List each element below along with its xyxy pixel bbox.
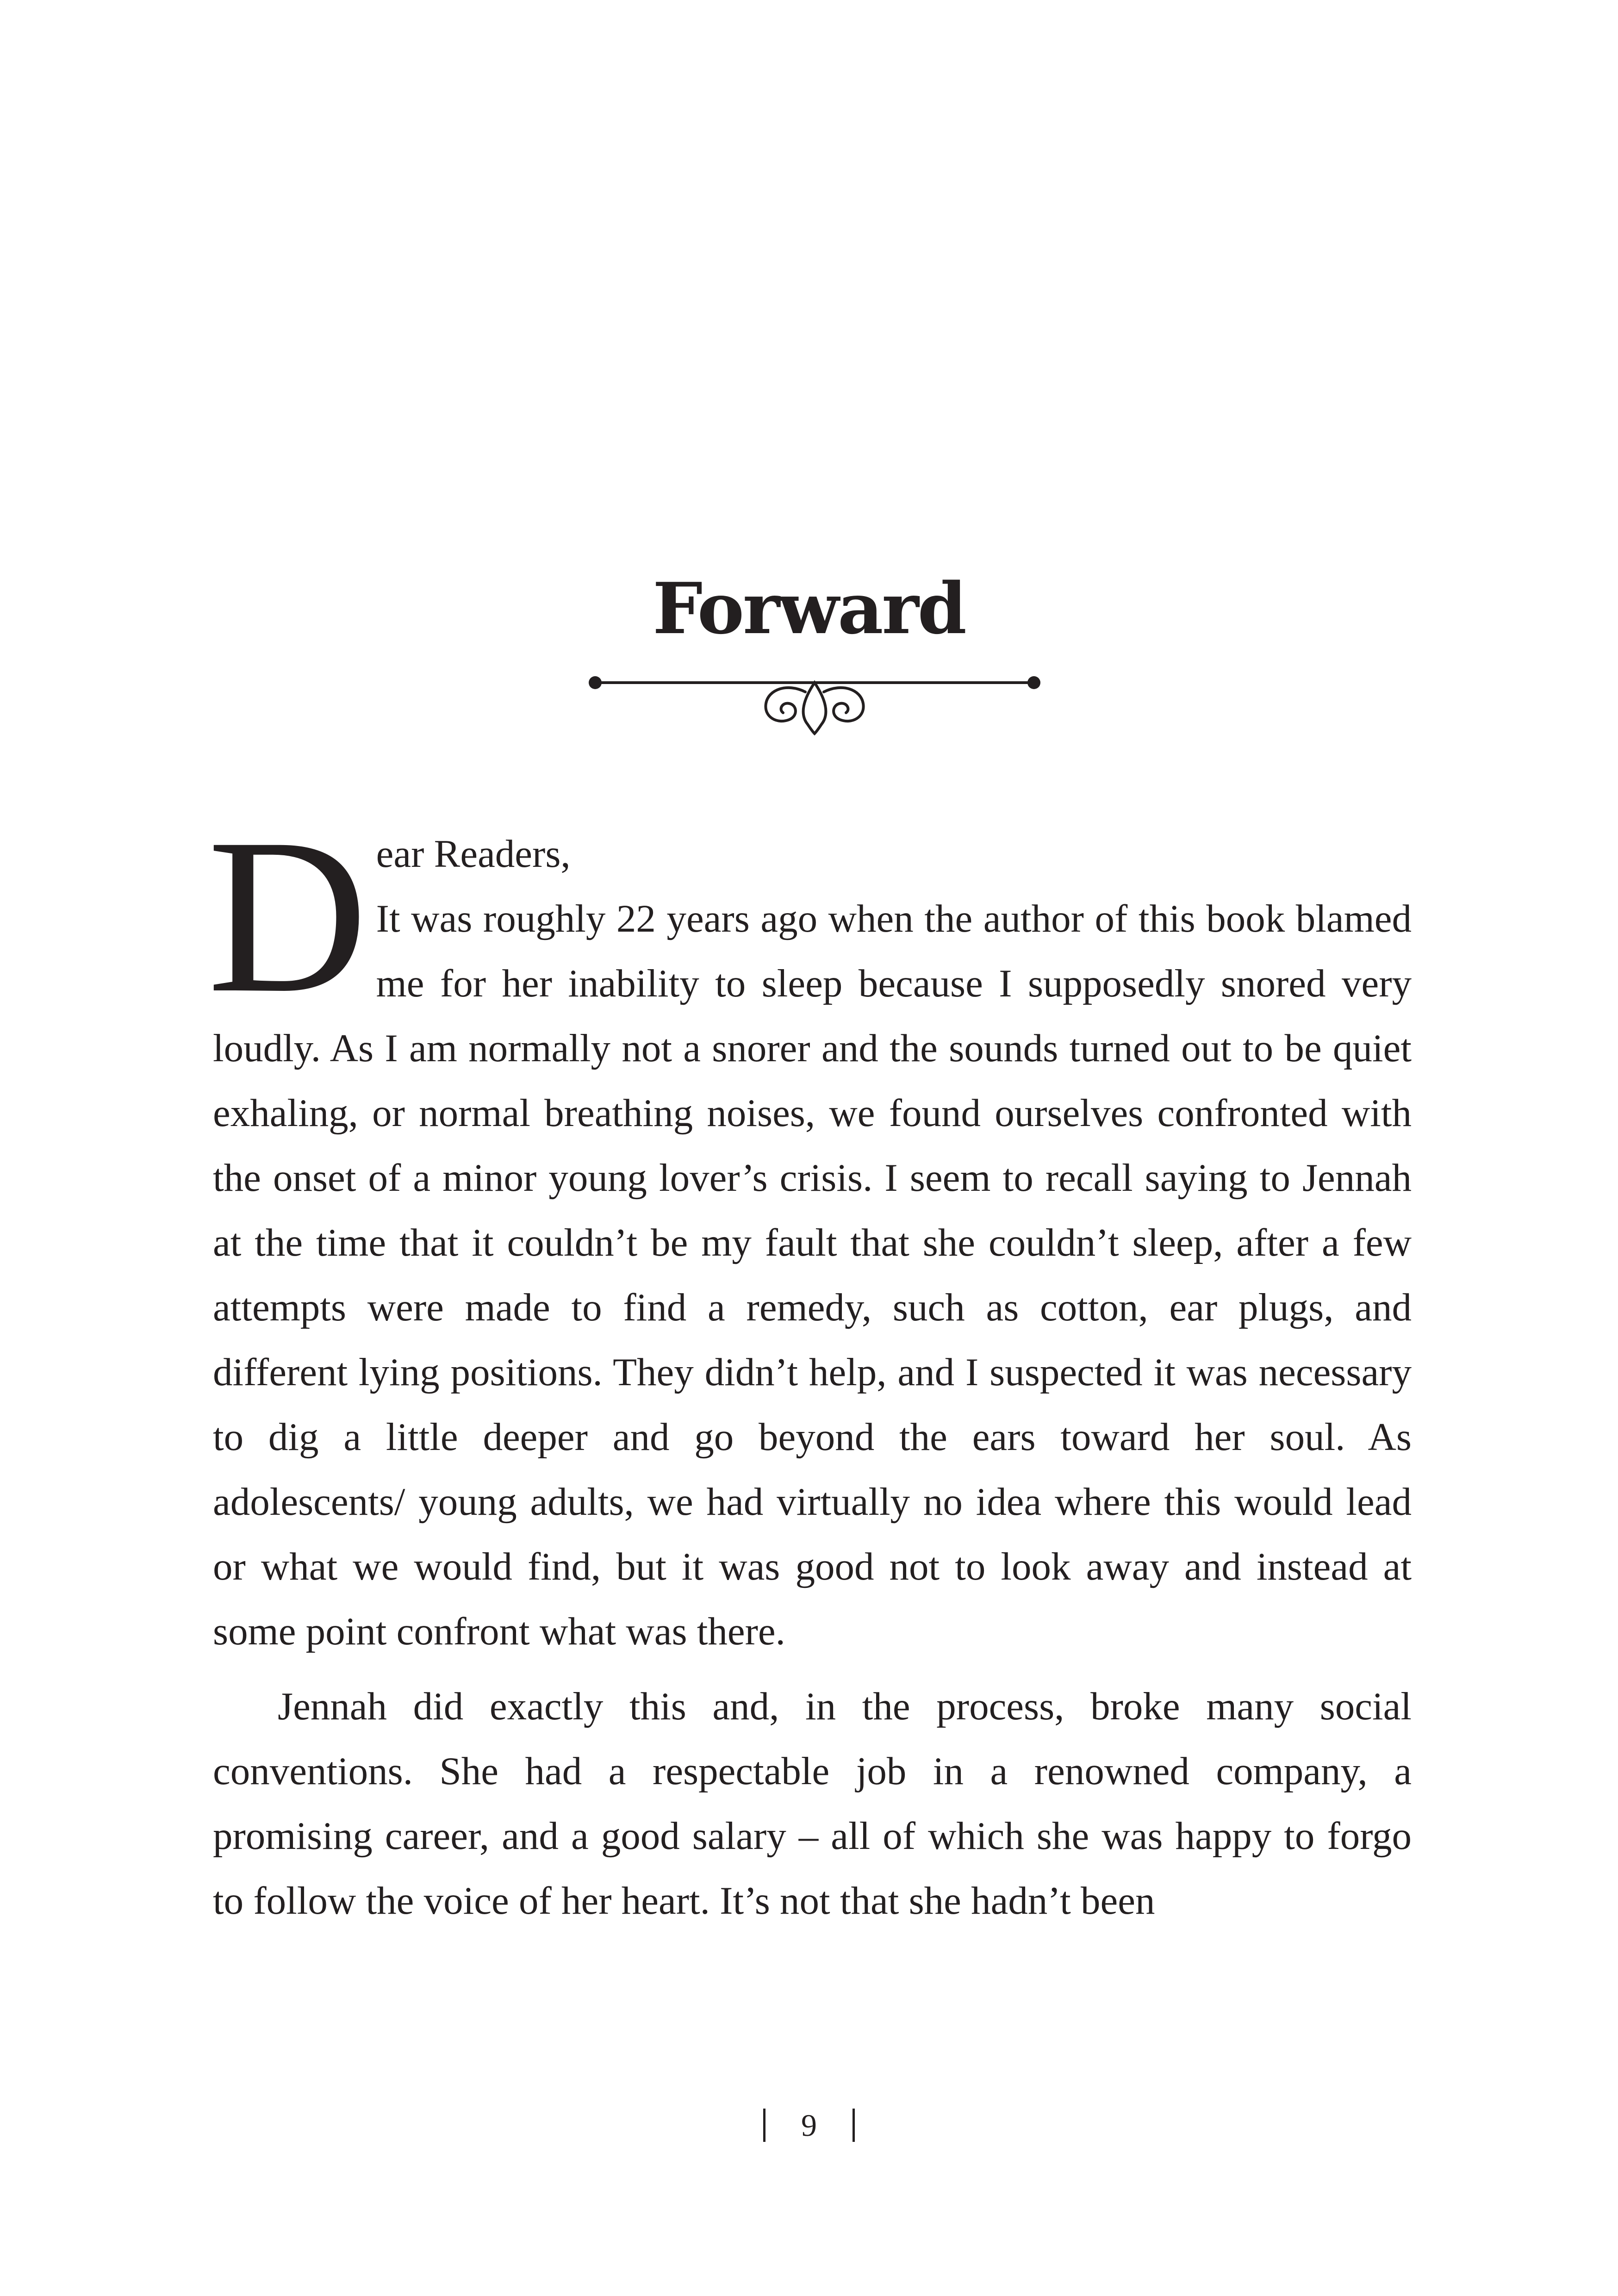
drop-cap: D [207,792,368,1039]
folio-left-rule [763,2109,765,2142]
paragraph: Jennah did exactly this and, in the process, broke many social conventions. She had a respectable job in a renowned company, a promising career, and a good salary – all of which she was happy to forgo to follow the voice of her heart. It’s not that she hadn’t been [213,1685,1412,1923]
page-number: 9 [801,2108,817,2143]
paragraph: It was roughly 22 years ago when the author of this book blamed me for her inability to sleep because I supposedly snored very loudly. As I am normally not a snorer and the sounds turned out to be quiet exhaling, or normal breathing noises, we found ourselves confronted with the onset of a minor young lover’s crisis. I seem to recall saying to Jennah at the time that it couldn’t be my fault that she couldn’t sleep, after a few attempts were made to find a remedy, such as cotton, ear plugs, and different lying positions. They didn’t help, and I suspected it was necessary to dig a little deeper and go beyond the ears toward her soul. As adolescents/ young adults, we had virtually no idea where this would lead or what we would find, but it was good not to look away and instead at some point confront what was there. [213,897,1412,1653]
page-number-footer [0,2099,1618,2148]
chapter-body [207,792,1412,1933]
folio-right-rule [853,2109,855,2142]
salutation: ear Readers, [376,832,571,876]
chapter-title: Forward [653,567,965,650]
flourish-divider-icon [588,664,1041,738]
